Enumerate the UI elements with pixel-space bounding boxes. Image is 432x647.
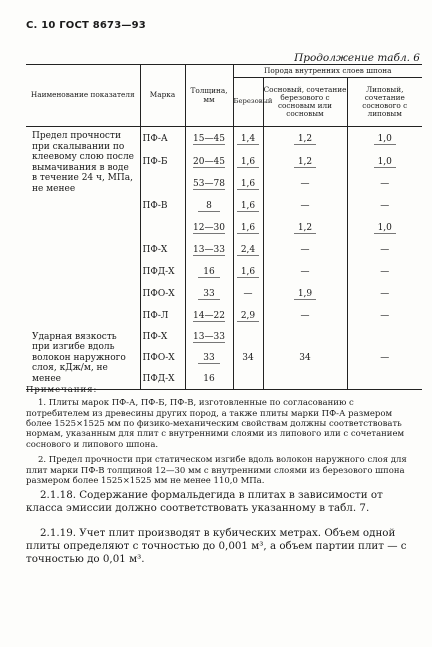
table-cell-linden: 1,0 (374, 224, 396, 234)
table-continuation-label: Продолжение табл. 6 (294, 52, 420, 64)
table-cell-birch: 1,6 (237, 224, 259, 234)
table-cell-pine: 1,9 (294, 290, 316, 300)
col-header-pine: Сосновый, сочетание березового с сосновым или сосновым (263, 78, 347, 127)
table-cell-mark: ПФ-В (140, 196, 185, 218)
property-impact-strength: Ударная вязкость при изгибе вдоль волокон наружного слоя, кДж/м, не менее (26, 328, 140, 390)
table-cell-thickness: 16 (198, 268, 220, 278)
clause-2-1-19-text: 2.1.19. Учет плит производят в кубических метрах. Объем одной плиты определяют с точностью до 0,001 м³, а объем партии плит — с точностью до 0,01 м³. (26, 527, 407, 565)
table-cell-thickness: 12—30 (193, 223, 225, 233)
table-cell-thickness: 13—33 (193, 245, 225, 255)
table-cell-birch: 1,6 (237, 158, 259, 168)
table-cell-pine: — (263, 240, 347, 262)
col-header-property: Наименование показателя (26, 65, 140, 127)
clause-2-1-18 (26, 489, 418, 515)
table-cell-thickness: 15—45 (193, 133, 225, 144)
table-cell-linden: — (347, 196, 422, 218)
table-cell-mark: ПФ-Б (140, 152, 185, 174)
table-cell-mark: ПФД-Х (140, 262, 185, 284)
table-cell-birch: 34 (233, 328, 263, 390)
property-shear-strength: Предел прочности при скалывании по клеевому слою после вымачивания в воде в течение 24 ч, МПа, не менее (32, 131, 135, 195)
table-cell-mark (140, 174, 185, 196)
properties-table (26, 64, 422, 390)
table-cell-linden: — (347, 262, 422, 284)
table-cell-mark: ПФД-Х (140, 370, 185, 390)
notes-block (26, 385, 416, 491)
table-cell-mark: ПФ-А (140, 127, 185, 152)
table-cell-thickness: 53—78 (193, 179, 225, 189)
table-cell-linden: — (347, 328, 422, 390)
note-1: 1. Плиты марок ПФ-А, ПФ-Б, ПФ-В, изготовленные по согласованию с потребителем из древесины других пород, а также плиты марки ПФ-А размером более 1525×1525 мм по физико-механическим свойствам должны соответствовать нормам, указанным для плит с внутренними слоями из липового или с сочетанием соснового и липового шпона. (26, 398, 405, 450)
table-cell-birch: 1,4 (237, 135, 259, 145)
table-cell-thickness: 33 (198, 354, 220, 364)
table-cell-pine: — (263, 306, 347, 328)
table-cell-birch: 2,4 (237, 246, 259, 256)
table-cell-linden: — (347, 240, 422, 262)
table-cell-mark: ПФО-Х (140, 284, 185, 306)
table-cell-mark: ПФ-Л (140, 306, 185, 328)
col-header-group: Порода внутренних слоев шпона (233, 65, 422, 78)
note-2: 2. Предел прочности при статическом изгибе вдоль волокон наружного слоя для плит марки ПФ-В толщиной 12—30 мм с внутренними слоями из березового шпона размером более 1525×1525 мм не менее 110,0 МПа. (26, 455, 407, 486)
clause-2-1-18-text: 2.1.18. Содержание формальдегида в плитах в зависимости от класса эмиссии должно соответствовать указанному в табл. 7. (26, 489, 383, 514)
table-cell-birch: 1,6 (237, 268, 259, 278)
table-cell-pine: — (263, 174, 347, 196)
table-cell-linden: 1,0 (374, 135, 396, 145)
col-header-linden: Липовый, сочетание соснового с липовым (347, 78, 422, 127)
table-cell-thickness: 14—22 (193, 311, 225, 321)
table-cell-birch: 1,6 (237, 180, 259, 190)
col-header-birch: Березовый (233, 78, 263, 127)
table-cell-pine: 1,2 (294, 135, 316, 145)
table-cell-linden: — (347, 174, 422, 196)
col-header-mark: Марка (140, 65, 185, 127)
table-cell-mark (140, 218, 185, 240)
table-cell-thickness: 20—45 (193, 157, 225, 167)
table-cell-mark: ПФ-Х (140, 328, 185, 348)
table-cell-birch: 1,6 (237, 202, 259, 212)
table-cell-linden: — (347, 306, 422, 328)
col-header-thickness: Толщина, мм (185, 65, 233, 127)
table-cell-thickness: 13—33 (193, 332, 225, 342)
table-cell-pine: 1,2 (294, 224, 316, 234)
table-cell-birch: 2,9 (237, 312, 259, 322)
table-cell-mark: ПФО-Х (140, 348, 185, 370)
table-cell-pine: 34 (263, 328, 347, 390)
table-cell-linden: 1,0 (374, 158, 396, 168)
table-cell-linden: — (347, 284, 422, 306)
table-cell-pine: — (263, 262, 347, 284)
table-cell-pine: 1,2 (294, 158, 316, 168)
table-cell-thickness: 33 (198, 290, 220, 300)
table-cell-thickness: 8 (198, 202, 220, 212)
notes-title: Примечания: (26, 385, 98, 395)
table-cell-birch: — (233, 284, 263, 306)
table-cell-pine: — (263, 196, 347, 218)
page-header: С. 10 ГОСТ 8673—93 (26, 20, 146, 31)
table-cell-thickness: 16 (185, 370, 233, 390)
table-cell-mark: ПФ-Х (140, 240, 185, 262)
clause-2-1-19 (26, 527, 418, 566)
